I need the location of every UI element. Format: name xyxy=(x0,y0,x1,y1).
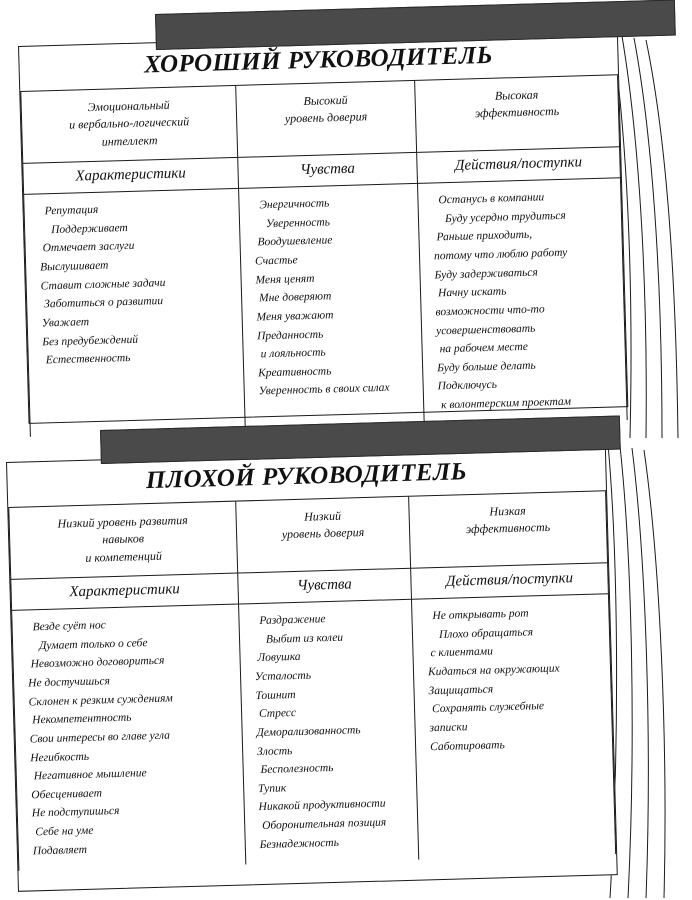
list-item: Не подступишься xyxy=(31,805,120,820)
list-item: Саботировать xyxy=(429,738,505,753)
good-list-2 xyxy=(432,187,616,415)
list-item: Преданность xyxy=(256,328,324,342)
list-item: к волонтерским проектам xyxy=(441,395,572,412)
bad-header-1: Низкий уровень доверия xyxy=(281,508,365,542)
list-item: Усталость xyxy=(254,669,312,684)
list-item: потому что люблю работу xyxy=(433,246,568,263)
list-item: и лояльность xyxy=(260,346,326,361)
list-item: Обесценивает xyxy=(31,787,103,802)
list-item: записки xyxy=(429,721,468,735)
good-subheader-2: Действия/поступки xyxy=(454,154,583,175)
list-item: Негативное мышление xyxy=(33,767,147,783)
good-list-1 xyxy=(253,192,413,401)
list-item: Ставит сложные задачи xyxy=(40,276,166,293)
list-item: Бесполезность xyxy=(260,762,334,777)
list-item: Мне доверяют xyxy=(258,290,332,305)
bad-list-cell-2 xyxy=(411,594,615,860)
good-header-cell-2 xyxy=(415,75,620,152)
bad-subheader-0: Характеристики xyxy=(69,581,181,601)
list-item: Свои интересы во главе угла xyxy=(29,729,171,746)
list-item: Энергичность xyxy=(259,197,330,212)
list-item: на рабочем месте xyxy=(439,341,529,356)
bad-table xyxy=(8,491,616,871)
good-list-0 xyxy=(38,197,233,370)
bad-header-0: Низкий уровень развития навыков и компетенций xyxy=(57,512,188,565)
list-item: Сохранять служебные xyxy=(431,700,545,716)
list-item: Отмечает заслуги xyxy=(42,240,135,255)
good-body-row xyxy=(24,178,628,437)
bad-header-cell-2 xyxy=(409,491,608,568)
good-list-cell-0 xyxy=(24,189,246,437)
bad-list-1 xyxy=(253,608,408,854)
list-item: усовершенствовать xyxy=(435,322,536,337)
list-item: Деморализованность xyxy=(256,724,361,740)
good-header-1: Высокий уровень доверия xyxy=(284,92,368,126)
bad-subheader-1: Чувства xyxy=(296,576,353,595)
good-subheader-0: Характеристики xyxy=(75,165,187,185)
list-item: Буду больше делать xyxy=(436,359,536,375)
sheet-bad-leader xyxy=(6,445,618,892)
list-item: Меня ценят xyxy=(255,272,315,287)
list-item: Без предубеждений xyxy=(42,333,139,348)
good-header-0: Эмоциональный и вербально-логический интеллект xyxy=(68,97,190,149)
list-item: с клиентами xyxy=(430,645,494,660)
list-item: Счастье xyxy=(254,254,298,268)
list-item: возможности что-то xyxy=(435,303,545,319)
list-item: Заботиться о развитии xyxy=(44,295,164,311)
bad-list-cell-1 xyxy=(238,599,418,864)
list-item: Некомпетентность xyxy=(32,711,132,727)
bad-body-row xyxy=(12,594,616,871)
bad-list-cell-0 xyxy=(12,604,246,871)
good-title: ХОРОШИЙ РУКОВОДИТЕЛЬ xyxy=(143,41,494,79)
list-item: Защищаться xyxy=(428,683,494,697)
good-subheader-cell-1 xyxy=(238,153,418,189)
good-subheader-1: Чувства xyxy=(299,160,356,179)
list-item: Воодушевление xyxy=(257,234,333,249)
bad-subheader-cell-1 xyxy=(238,568,412,604)
list-item: Никакой продуктивности xyxy=(258,797,386,814)
list-item: Склонен к резким суждениям xyxy=(28,692,173,709)
bad-title: ПЛОХОЙ РУКОВОДИТЕЛЬ xyxy=(145,458,468,495)
list-item: Плохо обращаться xyxy=(438,626,534,641)
list-item: Стресс xyxy=(258,707,297,721)
bad-header-2: Низкая эффективность xyxy=(465,503,551,537)
good-table xyxy=(20,75,627,436)
list-item: Везде суёт нос xyxy=(32,619,107,634)
list-item: Себе на уме xyxy=(35,824,94,839)
list-item: Негибкость xyxy=(30,750,90,764)
list-item: Буду задерживаться xyxy=(434,266,538,282)
list-item: Подавляет xyxy=(32,843,88,858)
list-item: Уверенность в своих силах xyxy=(258,382,390,398)
list-item: Креативность xyxy=(257,365,332,380)
list-item: Раздражение xyxy=(259,613,326,628)
list-item: Ловушка xyxy=(257,651,301,665)
bad-list-2 xyxy=(426,603,602,757)
list-item: Безнадежность xyxy=(259,836,340,851)
list-item: Останусь в компании xyxy=(438,191,545,207)
list-item: Невозможно договориться xyxy=(30,655,165,671)
list-item: Меня уважают xyxy=(256,309,334,324)
list-item: Начну искать xyxy=(437,285,507,300)
list-item: Выбит из колеи xyxy=(265,631,344,646)
list-item: Репутация xyxy=(44,203,99,218)
list-item: Злость xyxy=(256,744,293,758)
good-header-2: Высокая эффективность xyxy=(474,87,560,121)
list-item: Тупик xyxy=(257,782,287,795)
list-item: Тошнит xyxy=(255,688,296,702)
good-list-cell-1 xyxy=(238,184,424,431)
sheet-good-leader xyxy=(18,29,628,424)
list-item: Не открывать рот xyxy=(432,607,529,623)
list-item: Думает только о себе xyxy=(38,636,148,652)
list-item: Естественность xyxy=(45,352,131,367)
list-item: Оборонительная позиция xyxy=(261,816,387,833)
list-item: Поддерживает xyxy=(50,221,128,236)
list-item: Раньше приходить, xyxy=(436,229,533,244)
bad-header-cell-0 xyxy=(9,502,238,580)
good-header-cell-0 xyxy=(21,86,238,164)
bad-subheader-2: Действия/поступки xyxy=(445,570,574,590)
list-item: Буду усердно трудиться xyxy=(444,209,566,225)
list-item: Кидаться на окружающих xyxy=(427,662,560,679)
list-item: Подключусь xyxy=(437,379,498,393)
list-item: Выслушивает xyxy=(40,259,109,274)
list-item: Не достучишься xyxy=(28,675,111,690)
good-list-cell-2 xyxy=(417,178,627,426)
list-item: Уважает xyxy=(41,316,90,330)
bad-list-0 xyxy=(26,613,235,861)
good-header-cell-1 xyxy=(236,81,417,158)
list-item: Уверенность xyxy=(265,216,331,230)
bad-header-cell-1 xyxy=(236,497,411,573)
